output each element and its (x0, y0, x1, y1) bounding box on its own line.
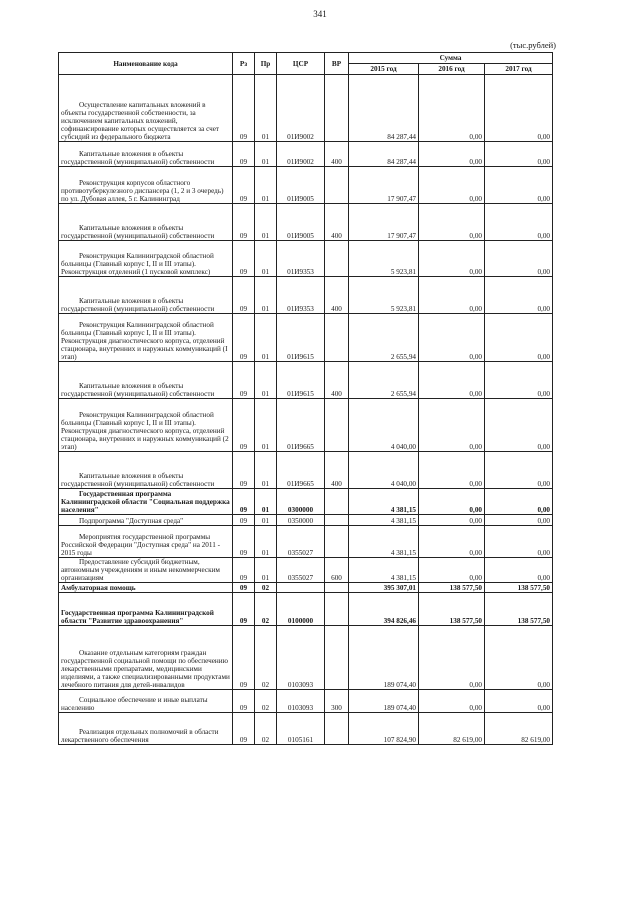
row-2016: 0,00 (419, 75, 485, 142)
table-row (59, 241, 553, 277)
row-vr (325, 399, 349, 452)
row-2016: 0,00 (419, 204, 485, 241)
row-2015: 4 381,15 (349, 558, 419, 583)
row-2017: 0,00 (485, 452, 553, 489)
row-csr: 0100000 (277, 593, 325, 626)
row-rz: 09 (233, 142, 255, 167)
row-name: Мероприятия государственной программы Российской Федерации "Доступная среда" на 2011 - 2015 годы (59, 526, 233, 558)
row-rz: 09 (233, 690, 255, 713)
row-csr: 01И9005 (277, 204, 325, 241)
row-pr: 01 (255, 558, 277, 583)
table-row (59, 690, 553, 713)
row-rz: 09 (233, 593, 255, 626)
row-2015: 4 040,00 (349, 452, 419, 489)
row-vr: 400 (325, 204, 349, 241)
table-row (59, 142, 553, 167)
table-row (59, 75, 553, 142)
table-row (59, 399, 553, 452)
row-csr: 01И9615 (277, 314, 325, 362)
row-vr (325, 515, 349, 526)
row-vr (325, 314, 349, 362)
row-2015: 2 655,94 (349, 314, 419, 362)
row-2017: 0,00 (485, 75, 553, 142)
row-vr: 400 (325, 452, 349, 489)
table-row (59, 489, 553, 515)
row-2016: 0,00 (419, 558, 485, 583)
row-vr (325, 526, 349, 558)
row-csr: 01И9615 (277, 362, 325, 399)
table-row (59, 277, 553, 314)
row-2015: 4 381,15 (349, 515, 419, 526)
row-2016: 0,00 (419, 399, 485, 452)
row-name: Предоставление субсидий бюджетным, автономным учреждениям и иным некоммерческим организациям (59, 558, 233, 583)
row-name: Социальное обеспечение и иные выплаты населению (59, 690, 233, 713)
row-rz: 09 (233, 362, 255, 399)
row-pr: 01 (255, 515, 277, 526)
row-2016: 0,00 (419, 314, 485, 362)
row-2016: 0,00 (419, 526, 485, 558)
row-vr: 400 (325, 142, 349, 167)
row-2015: 107 824,90 (349, 713, 419, 745)
row-csr: 0103093 (277, 626, 325, 690)
row-2017: 0,00 (485, 241, 553, 277)
header-2017: 2017 год (485, 64, 553, 75)
table-row (59, 713, 553, 745)
row-2015: 4 381,15 (349, 526, 419, 558)
row-2017: 0,00 (485, 142, 553, 167)
table-row (59, 558, 553, 583)
row-csr: 0355027 (277, 558, 325, 583)
row-2016: 0,00 (419, 142, 485, 167)
row-2017: 0,00 (485, 167, 553, 204)
row-rz: 09 (233, 452, 255, 489)
row-2017: 0,00 (485, 515, 553, 526)
row-pr: 01 (255, 142, 277, 167)
row-vr (325, 713, 349, 745)
page-number: 341 (313, 9, 327, 19)
row-vr (325, 489, 349, 515)
table-row (59, 515, 553, 526)
table-row (59, 362, 553, 399)
row-vr (325, 626, 349, 690)
row-csr: 0355027 (277, 526, 325, 558)
row-csr: 01И9002 (277, 142, 325, 167)
row-2015: 395 307,01 (349, 583, 419, 593)
row-2017: 0,00 (485, 690, 553, 713)
row-vr: 400 (325, 277, 349, 314)
row-2016: 0,00 (419, 626, 485, 690)
row-name: Капитальные вложения в объекты государственной (муниципальной) собственности (59, 362, 233, 399)
row-pr: 01 (255, 526, 277, 558)
row-2017: 0,00 (485, 399, 553, 452)
row-name: Капитальные вложения в объекты государственной (муниципальной) собственности (59, 277, 233, 314)
row-pr: 01 (255, 489, 277, 515)
row-2015: 189 074,40 (349, 690, 419, 713)
row-pr: 02 (255, 690, 277, 713)
row-pr: 02 (255, 583, 277, 593)
row-csr: 01И9353 (277, 277, 325, 314)
row-name: Государственная программа Калининградской области "Развитие здравоохранения" (59, 593, 233, 626)
row-csr: 0300000 (277, 489, 325, 515)
table-row (59, 583, 553, 593)
row-2015: 4 381,15 (349, 489, 419, 515)
row-rz: 09 (233, 713, 255, 745)
row-name: Амбулаторная помощь (59, 583, 233, 593)
row-2016: 0,00 (419, 277, 485, 314)
row-csr: 01И9665 (277, 452, 325, 489)
row-vr (325, 241, 349, 277)
row-rz: 09 (233, 515, 255, 526)
row-pr: 02 (255, 713, 277, 745)
row-vr (325, 167, 349, 204)
row-pr: 01 (255, 452, 277, 489)
row-pr: 01 (255, 277, 277, 314)
row-rz: 09 (233, 626, 255, 690)
row-rz: 09 (233, 277, 255, 314)
row-pr: 01 (255, 167, 277, 204)
row-2016: 0,00 (419, 690, 485, 713)
row-2016: 0,00 (419, 362, 485, 399)
row-2015: 5 923,81 (349, 241, 419, 277)
table-row (59, 593, 553, 626)
row-pr: 01 (255, 204, 277, 241)
row-2016: 0,00 (419, 489, 485, 515)
row-name: Оказание отдельным категориям граждан государственной социальной помощи по обеспечению лекарственными препаратами, медицинскими изделиями, а также специализированными продуктами лечебного питания для детей-инвалидов (59, 626, 233, 690)
row-rz: 09 (233, 314, 255, 362)
row-2016: 0,00 (419, 167, 485, 204)
row-vr: 600 (325, 558, 349, 583)
row-vr: 300 (325, 690, 349, 713)
row-pr: 01 (255, 75, 277, 142)
row-2015: 189 074,40 (349, 626, 419, 690)
row-2017: 0,00 (485, 558, 553, 583)
row-2015: 17 907,47 (349, 204, 419, 241)
row-2016: 0,00 (419, 515, 485, 526)
row-2016: 138 577,50 (419, 593, 485, 626)
row-2017: 0,00 (485, 362, 553, 399)
row-2017: 0,00 (485, 489, 553, 515)
row-name: Реконструкция Калининградской областной больницы (Главный корпус I, II и III этапы). Реконструкция диагностического корпуса, отделений стационара, внутренних и наружных коммуникаций (2 этап) (59, 399, 233, 452)
row-2015: 2 655,94 (349, 362, 419, 399)
row-vr: 400 (325, 362, 349, 399)
row-2017: 0,00 (485, 204, 553, 241)
row-name: Государственная программа Калининградской области "Социальная поддержка населения" (59, 489, 233, 515)
row-2017: 82 619,00 (485, 713, 553, 745)
header-rz: Рз (233, 53, 255, 75)
row-2015: 394 826,46 (349, 593, 419, 626)
row-2017: 138 577,50 (485, 593, 553, 626)
table-row (59, 314, 553, 362)
row-2016: 138 577,50 (419, 583, 485, 593)
row-csr: 01И9002 (277, 75, 325, 142)
row-name: Подпрограмма "Доступная среда" (59, 515, 233, 526)
row-rz: 09 (233, 167, 255, 204)
header-sum: Сумма (349, 53, 553, 64)
row-rz: 09 (233, 75, 255, 142)
table-row (59, 204, 553, 241)
row-2017: 0,00 (485, 277, 553, 314)
row-pr: 02 (255, 593, 277, 626)
row-csr: 01И9005 (277, 167, 325, 204)
row-2017: 0,00 (485, 626, 553, 690)
row-2016: 0,00 (419, 241, 485, 277)
row-rz: 09 (233, 241, 255, 277)
row-2015: 5 923,81 (349, 277, 419, 314)
row-rz: 09 (233, 399, 255, 452)
row-name: Капитальные вложения в объекты государственной (муниципальной) собственности (59, 204, 233, 241)
row-name: Реконструкция Калининградской областной больницы (Главный корпус I, II и III этапы). Реконструкция отделений (1 пусковой комплекс) (59, 241, 233, 277)
row-pr: 02 (255, 626, 277, 690)
header-2015: 2015 год (349, 64, 419, 75)
row-name: Реконструкция корпусов областного противотуберкулезного диспансера (1, 2 и 3 очередь) по ул. Дубовая аллея, 5 г. Калининград (59, 167, 233, 204)
row-name: Реконструкция Калининградской областной больницы (Главный корпус I, II и III этапы). Реконструкция диагностического корпуса, отделений стационара, внутренних и наружных коммуникаций (I этап) (59, 314, 233, 362)
row-csr: 0105161 (277, 713, 325, 745)
row-rz: 09 (233, 204, 255, 241)
row-name: Осуществление капитальных вложений в объекты государственной собственности, за исключением капитальных вложений, софинансирование которых осуществляется за счет субсидий из федерального бюджета (59, 75, 233, 142)
row-2016: 82 619,00 (419, 713, 485, 745)
row-name: Капитальные вложения в объекты государственной (муниципальной) собственности (59, 142, 233, 167)
row-csr: 0350000 (277, 515, 325, 526)
row-2017: 0,00 (485, 526, 553, 558)
table-row (59, 452, 553, 489)
row-2015: 4 040,00 (349, 399, 419, 452)
row-pr: 01 (255, 314, 277, 362)
row-vr (325, 583, 349, 593)
row-name: Капитальные вложения в объекты государственной (муниципальной) собственности (59, 452, 233, 489)
row-rz: 09 (233, 489, 255, 515)
row-2017: 0,00 (485, 314, 553, 362)
header-2016: 2016 год (419, 64, 485, 75)
header-vr: ВР (325, 53, 349, 75)
row-csr: 01И9353 (277, 241, 325, 277)
header-pr: Пр (255, 53, 277, 75)
row-csr: 0103093 (277, 690, 325, 713)
table-row (59, 526, 553, 558)
row-name: Реализация отдельных полномочий в области лекарственного обеспечения (59, 713, 233, 745)
row-rz: 09 (233, 583, 255, 593)
header-csr: ЦСР (277, 53, 325, 75)
row-2017: 138 577,50 (485, 583, 553, 593)
row-2015: 17 907,47 (349, 167, 419, 204)
row-pr: 01 (255, 362, 277, 399)
row-csr (277, 583, 325, 593)
budget-table (58, 52, 553, 745)
row-rz: 09 (233, 526, 255, 558)
table-row (59, 167, 553, 204)
header-name: Наименование кода (59, 53, 233, 75)
row-2016: 0,00 (419, 452, 485, 489)
row-csr: 01И9665 (277, 399, 325, 452)
units-label: (тыс.рублей) (510, 40, 556, 50)
row-2015: 84 287,44 (349, 142, 419, 167)
row-2015: 84 287,44 (349, 75, 419, 142)
row-pr: 01 (255, 399, 277, 452)
table-row (59, 626, 553, 690)
row-vr (325, 593, 349, 626)
row-pr: 01 (255, 241, 277, 277)
row-rz: 09 (233, 558, 255, 583)
row-vr (325, 75, 349, 142)
